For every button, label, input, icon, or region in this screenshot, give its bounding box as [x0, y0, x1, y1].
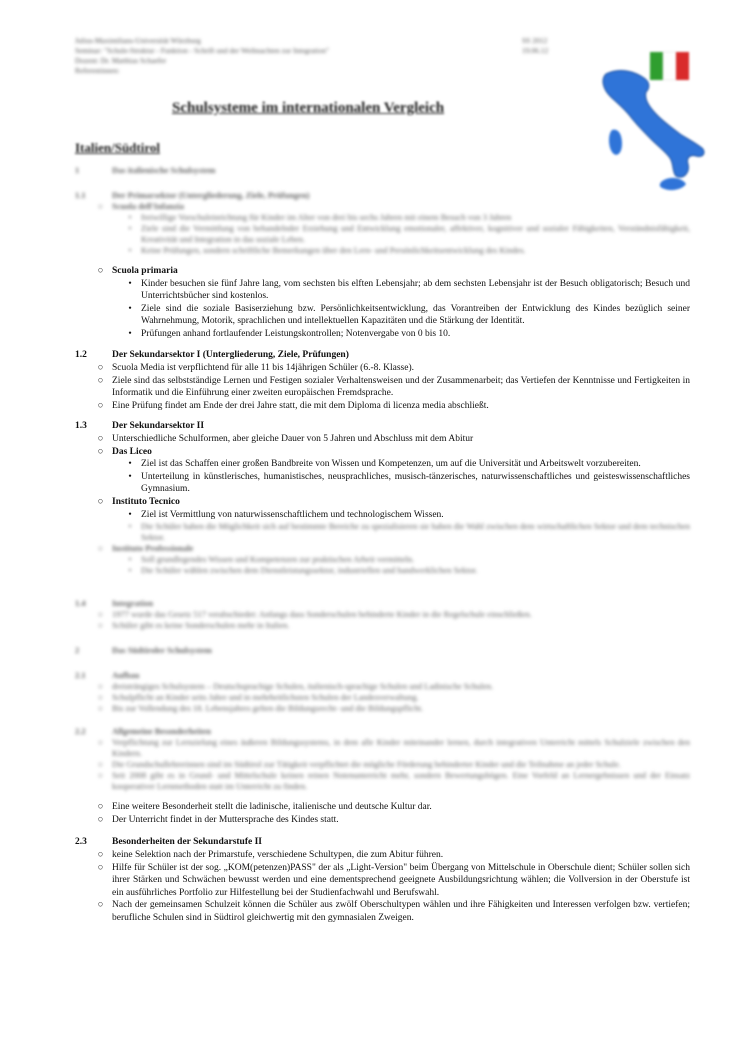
- text-span: ○: [97, 737, 104, 747]
- header-line: Referentinnen:: [75, 66, 120, 75]
- header-line: Dozent: Dr. Matthias Schaefer: [75, 56, 167, 65]
- text-span: Instituto Professionale: [112, 543, 194, 554]
- sub-list-item: [75, 328, 690, 341]
- list-item: [75, 543, 690, 554]
- list-item: [75, 400, 690, 413]
- circle-marker: ○: [97, 266, 104, 276]
- list-item: [75, 814, 690, 827]
- text-span: Aufbau: [112, 670, 140, 680]
- text-span: ○: [97, 703, 104, 713]
- text-span: Prüfungen anhand fortlaufender Leistungskontrollen; Notenvergabe von 0 bis 10.: [141, 328, 451, 339]
- list-item: [75, 609, 690, 620]
- text-span: •: [128, 471, 132, 482]
- text-span: Die Schüler wählen zwischen dem Dienstleistungssektor, industriellen und handwerklichen Sektor.: [141, 565, 478, 576]
- text-span: •: [128, 565, 132, 576]
- text-span: •: [128, 278, 132, 289]
- text-span: ○: [97, 850, 104, 860]
- list-item: [75, 759, 690, 770]
- section-heading: [75, 645, 690, 656]
- section-heading: [75, 598, 690, 609]
- section-heading: [75, 836, 690, 849]
- section-heading: [75, 670, 690, 681]
- tecnico-title: Instituto Tecnico: [112, 496, 180, 507]
- list-item: [75, 496, 690, 509]
- document-header-date: [522, 36, 548, 56]
- text-span: Schulpflicht an Kinder seits Jahre und in mehrheitlichsten Schulen der Landesverwaltung.: [112, 692, 419, 702]
- text-span: Besonderheiten der Sekundarstufe II: [112, 837, 262, 847]
- list-item: [75, 201, 690, 212]
- sub-list-item: [75, 565, 690, 576]
- list-item: [75, 692, 690, 703]
- text-span: ○: [97, 620, 104, 630]
- list-item: [75, 849, 690, 862]
- text-span: 2: [75, 645, 80, 655]
- text-span: ○: [97, 400, 104, 411]
- document-header: [75, 36, 545, 76]
- text-span: Der Sekundarsektor II: [112, 421, 205, 431]
- section-2-2-clear: [75, 801, 690, 826]
- section-heading: [75, 165, 690, 176]
- page-title: Schulsysteme im internationalen Vergleich: [172, 100, 445, 116]
- text-span: Ziel ist das Schaffen einer großen Bandbreite von Wissen und Kompetenzen, um auf die Universität und Arbeitswelt vorzubereiten.: [141, 459, 641, 470]
- sub-list-item: [75, 212, 690, 223]
- text-span: Schüler gibt es keine Sonderschulen mehr in Italien.: [112, 620, 290, 630]
- header-semester: SS 2012: [522, 36, 548, 45]
- text-span: 2.3: [75, 837, 87, 847]
- country-heading: Italien/Südtirol: [75, 140, 161, 155]
- list-item: [75, 862, 690, 900]
- text-span: ○: [97, 543, 104, 554]
- text-span: •: [128, 521, 132, 532]
- sub-list-item: [75, 245, 690, 256]
- text-span: 1.2: [75, 350, 87, 360]
- text-span: Kinder besuchen sie fünf Jahre lang, vom sechsten bis elften Lebensjahr; ab dem sechsten Lebensjahr ist der Besuch obligatorisch; Besuch und Unterrichtsbücher sind kostenlos.: [141, 278, 690, 302]
- section-1-2: [75, 349, 690, 412]
- italy-flag-icon: [650, 52, 689, 80]
- text-span: ○: [97, 375, 104, 386]
- text-span: Der Unterricht findet in der Muttersprache des Kindes statt.: [112, 814, 339, 825]
- list-item: [75, 899, 690, 924]
- text-span: Scuola Media ist verpflichtend für alle 11 bis 14jährigen Schüler (6.-8. Klasse).: [112, 363, 414, 373]
- text-span: ○: [97, 802, 104, 812]
- text-span: Allgemeine Besonderheiten: [112, 726, 211, 736]
- list-item: [75, 375, 690, 400]
- sub-list-item: [75, 509, 690, 522]
- text-span: keine Selektion nach der Primarstufe, verschiedene Schultypen, die zum Abitur führen.: [112, 850, 444, 860]
- text-span: ○: [97, 363, 104, 373]
- text-span: Verpflichtung zur Lernzielung eines äußeren Bildungssystems, in dem alle Kinder miteinander lernen, durch integrativen Unterricht mittels Schulziele zwischen den Kindern.: [112, 737, 690, 758]
- scuola-primaria-title: Scuola primaria: [112, 266, 178, 276]
- sardinia-shape: [609, 130, 622, 155]
- text-span: ○: [97, 770, 104, 780]
- list-item: [75, 703, 690, 714]
- list-item: [75, 801, 690, 814]
- scuola-primaria-block: [75, 265, 690, 341]
- text-span: Die Schüler haben die Möglichkeit sich auf bestimmte Bereiche zu spezialisieren sie haben die Wahl zwischen dem wirtschaftlichen Sektor und dem technischen Sektor.: [141, 521, 690, 543]
- header-date: 19.06.12: [522, 46, 549, 55]
- list-item: [75, 265, 690, 278]
- section-heading: [75, 726, 690, 737]
- text-span: ○: [97, 609, 104, 619]
- list-item: [75, 362, 690, 375]
- text-span: Unterteilung in künstlerisches, humanistisches, neusprachliches, musisch-tänzerisches, naturwissenschaftliches und geisteswissenschaftliches Gymnasium.: [141, 471, 690, 495]
- text-span: •: [128, 245, 132, 255]
- text-span: Die Grundschullehrerinnen sind im Südtirol zur Tätigkeit verpflichtet die mögliche Förderung behinderter Kinder und die Teilnahme an jeder Schule.: [112, 759, 621, 769]
- text-span: Bis zur Vollendung des 18. Lebensjahres gelten die Bildungsrecht- und die Bildungspflicht.: [112, 703, 424, 713]
- list-item: [75, 681, 690, 692]
- text-span: •: [128, 212, 132, 222]
- sub-list-item: [75, 471, 690, 496]
- text-span: 1977 wurde das Gesetz 517 verabschiedet: Anfangs dass Sonderschulen behinderte Kinder in die Regelschule einschließen.: [112, 609, 532, 619]
- text-span: ○: [97, 862, 104, 873]
- list-item: [75, 446, 690, 459]
- text-span: ○: [97, 681, 104, 691]
- text-span: ○: [97, 759, 104, 769]
- section-1-3: [75, 420, 690, 576]
- text-span: Eine Prüfung findet am Ende der drei Jahre statt, die mit dem Diploma di licenza media abschließt.: [112, 400, 489, 411]
- text-span: Der Sekundarsektor I (Untergliederung, Ziele, Prüfungen): [112, 350, 349, 360]
- text-span: 1.1: [75, 190, 86, 200]
- text-span: Integration: [112, 598, 154, 608]
- section-heading: [75, 190, 690, 201]
- sub-list-item: [75, 458, 690, 471]
- text-span: Hilfe für Schüler ist der sog. „KOM(petenzen)PASS" der als „Light-Version" beim Übergang von Mittelschule in Oberschule dient; Schüler sollen sich ihrer Stärken und Schwächen bewusst werden und eine dementsprechend geeignete Ausbildungsrichtung wählen; die Vollversion in der Oberstufe ist ein ausführliches Portfolio zur Hilfestellung bei der Studienfachwahl und Berufswahl.: [112, 862, 690, 898]
- sub-list-item: [75, 278, 690, 303]
- text-span: Eine weitere Besonderheit stellt die ladinische, italienische und deutsche Kultur dar.: [112, 802, 432, 812]
- text-span: •: [128, 303, 132, 314]
- text-span: ○: [97, 814, 104, 825]
- text-span: ○: [97, 692, 104, 702]
- italy-map-shape: [603, 71, 704, 178]
- text-span: •: [128, 509, 132, 520]
- text-span: freiwillige Vorschuleinrichtung für Kinder im Alter von drei bis sechs Jahren mit einem Besuch von 3 Jahren: [141, 212, 512, 222]
- text-span: Ziele sind die Vermittlung von behandelnder Erziehung und Entwicklung emotionaler, affektiver, kognitiver und sozialer Fähigkeiten, Verständnisfähigkeit, Kreativität und Integration in das soziale Leben.: [141, 223, 690, 244]
- section-2-3: [75, 836, 690, 925]
- text-span: Das italienische Schulsystem: [112, 165, 216, 175]
- text-span: •: [128, 328, 132, 339]
- text-span: •: [128, 459, 132, 470]
- blurred-middle-block: [75, 598, 690, 792]
- text-span: Das Südtiroler Schulsystem: [112, 645, 212, 655]
- sub-list-item: [75, 223, 690, 245]
- section-heading: [75, 420, 690, 433]
- text-span: Seit 2008 gibt es in Grund- und Mittelschule keinen reinen Notenunterricht mehr, sondern Bewertungsbögen. Eine Vorfeld an Lernergebnissen und der Einsatz kooperativer Lernmethoden statt im Unterricht zu finden.: [112, 770, 690, 791]
- text-span: ○: [97, 201, 104, 211]
- liceo-title: Das Liceo: [112, 446, 152, 457]
- text-span: Keine Prüfungen, sondern schriftliche Bemerkungen über den Lern- und Persönlichkeitsentwicklung des Kindes.: [141, 245, 526, 255]
- text-span: Der Primarsektor (Untergliederung, Ziele, Prüfungen): [112, 190, 310, 200]
- sub-list-item: [75, 303, 690, 328]
- text-span: 1.4: [75, 598, 86, 608]
- section-heading: [75, 349, 690, 362]
- text-span: ○: [97, 434, 104, 444]
- text-span: Soll grundlegendes Wissen und Kompetenzen zur praktischen Arbeit vermitteln.: [141, 554, 415, 565]
- list-item: [75, 620, 690, 631]
- header-line: Julius-Maximilians-Universität Würzburg: [75, 36, 201, 45]
- list-item: [75, 737, 690, 759]
- text-span: 1: [75, 165, 80, 175]
- blurred-top-block: [75, 165, 690, 256]
- text-span: •: [128, 223, 132, 233]
- text-span: dreisträngiges Schulsystem – Deutschsprachige Schulen, italienisch-sprachige Schulen und Ladinische Schulen.: [112, 681, 494, 691]
- text-span: Nach der gemeinsamen Schulzeit können die Schüler aus zwölf Oberschultypen wählen und ihre Fähigkeiten und Interessen verfolgen bzw. vertiefen; berufliche Schulen sind in Südtirol gleichwertig mit den gymnasialen Zweigen.: [112, 900, 690, 923]
- text-span: •: [128, 554, 132, 565]
- text-span: ○: [97, 900, 104, 911]
- list-item: [75, 770, 690, 792]
- text-span: Ziele sind die soziale Basiserziehung bzw. Persönlichkeitsentwicklung, das Vorantreiben der Entwicklung des Kindes bezüglich seiner Wahrnehmung, Motorik, sprachlichen und intellektuellen Kapazitäten und die Stärkung der Identität.: [141, 303, 690, 327]
- text-span: Scuola dell'Infanzia: [112, 201, 185, 211]
- sub-list-item: [75, 521, 690, 543]
- text-span: ○: [97, 496, 104, 507]
- sub-list-item: [75, 554, 690, 565]
- text-span: 1.3: [75, 421, 87, 431]
- text-span: 2.2: [75, 726, 86, 736]
- text-span: ○: [97, 446, 104, 457]
- list-item: [75, 433, 690, 446]
- text-span: Ziel ist Vermittlung von naturwissenschaftlichem und technologischem Wissen.: [141, 509, 444, 520]
- header-line: Seminar: "Schule-Struktur - Funktion - Schrift und der Weihnachten zur Integration": [75, 46, 330, 55]
- text-span: 2.1: [75, 670, 86, 680]
- text-span: Ziele sind das selbstständige Lernen und Festigen sozialer Verhaltensweisen und der Zusammenarbeit; das Vertiefen der Kenntnisse und Fertigkeiten in Informatik und die Einführung einer zweiten europäischen Fremdsprache.: [112, 375, 690, 399]
- text-span: Unterschiedliche Schulformen, aber gleiche Dauer von 5 Jahren und Abschluss mit dem Abitur: [112, 434, 474, 444]
